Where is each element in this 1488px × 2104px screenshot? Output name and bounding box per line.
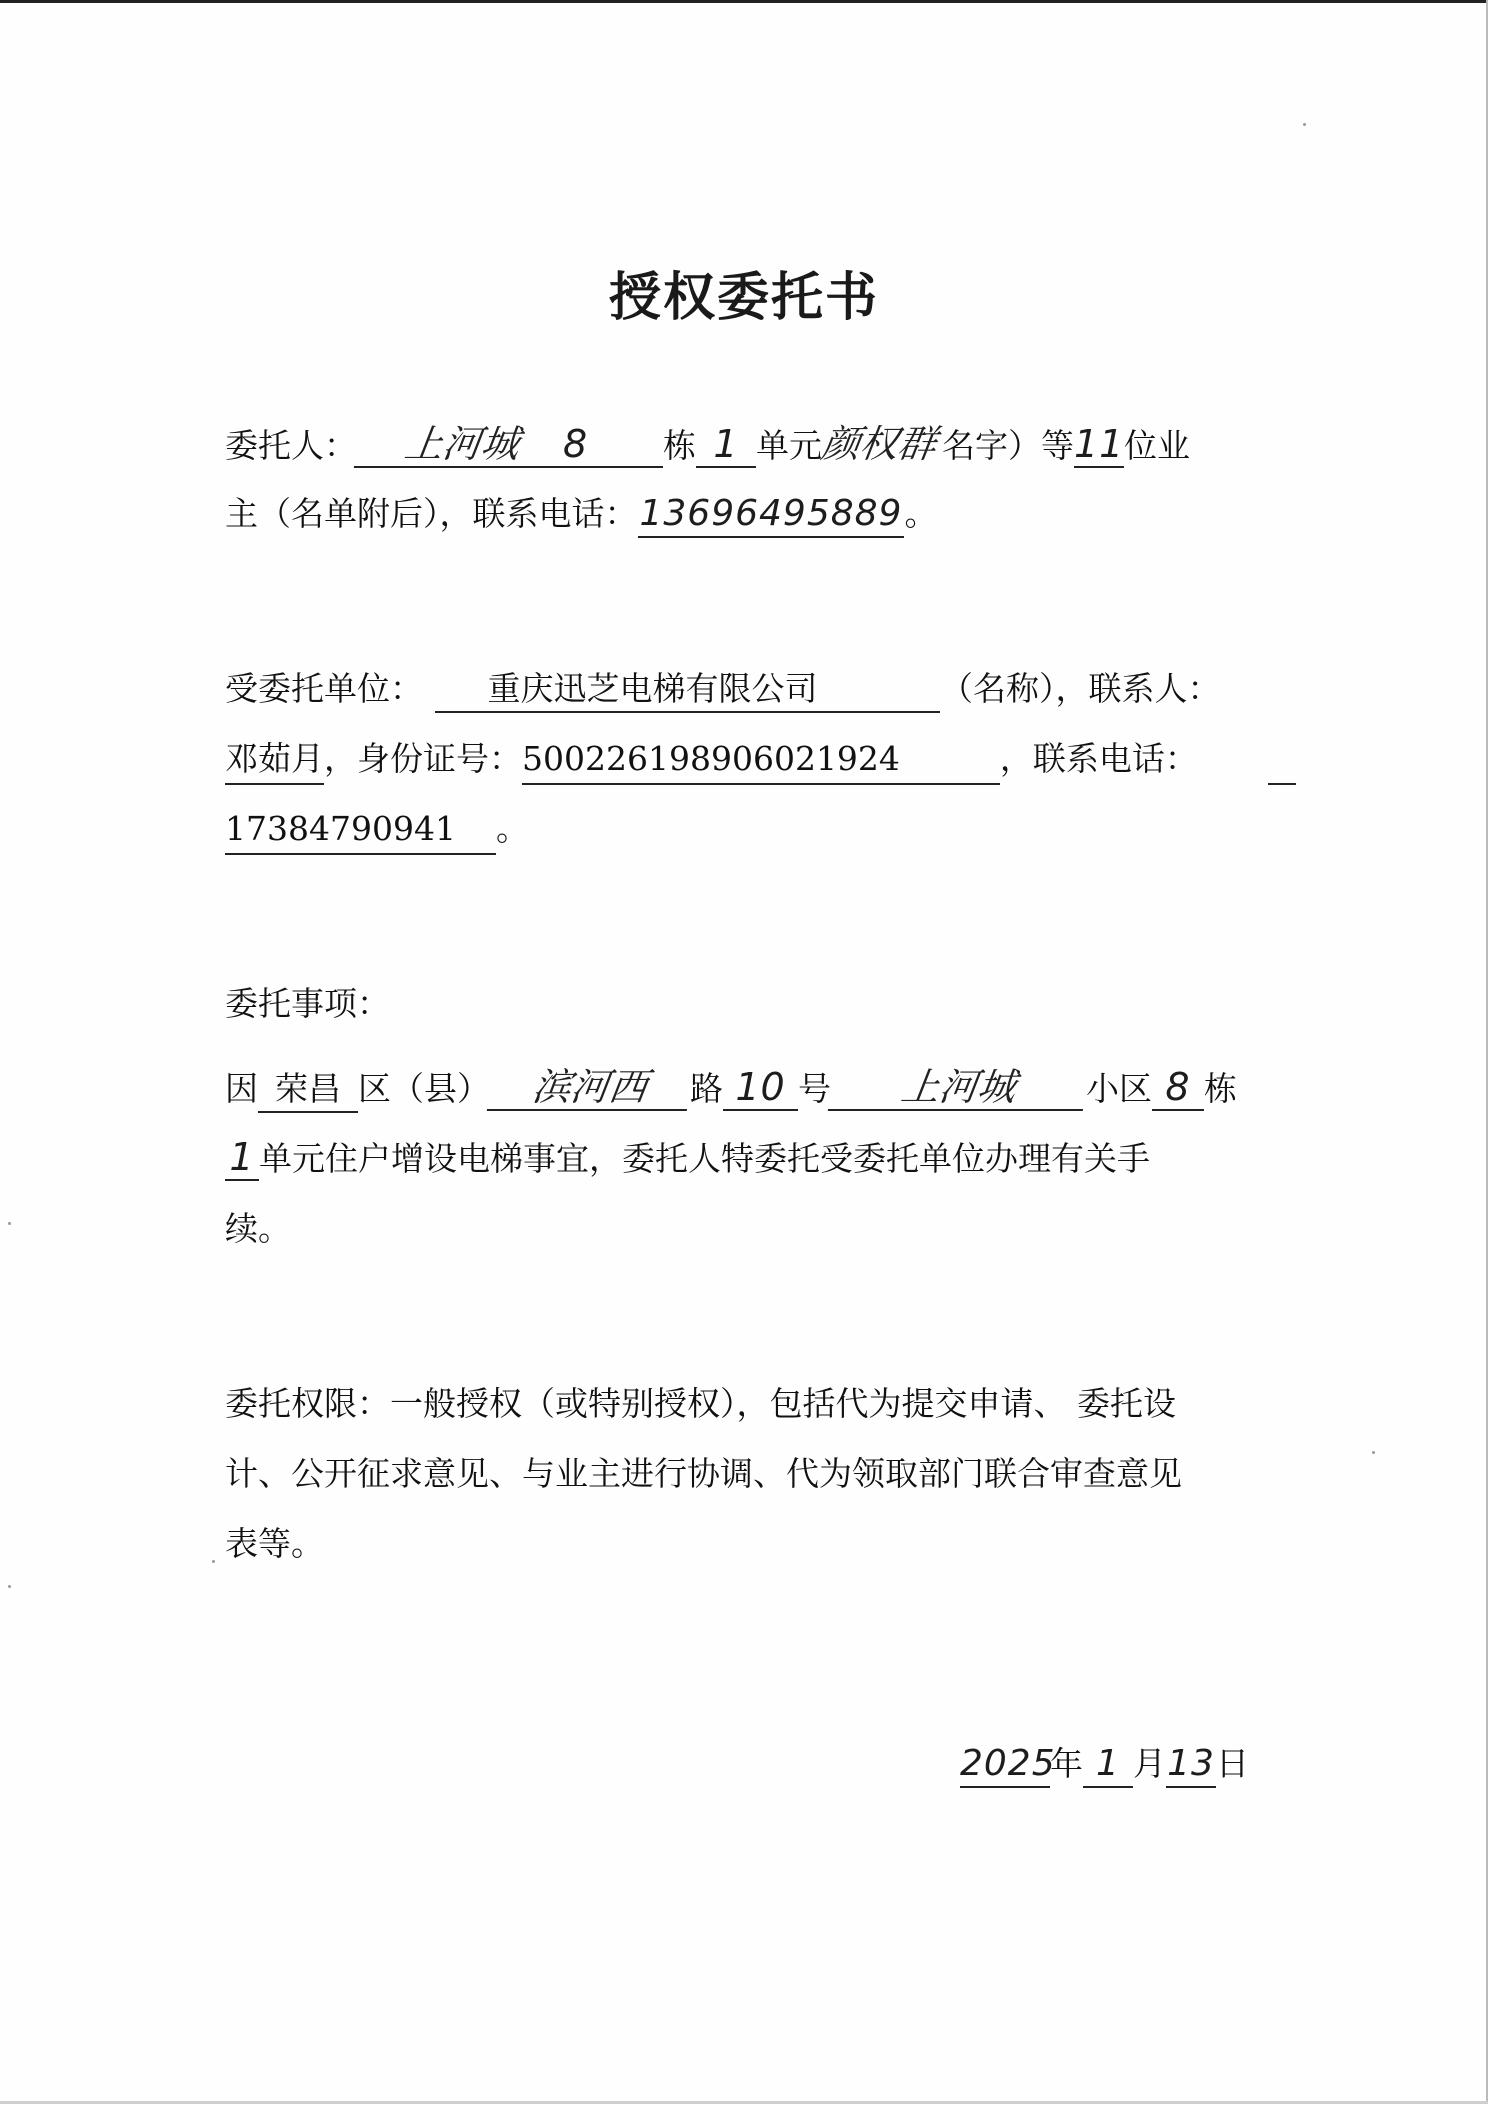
principal-building-field: 8: [563, 422, 663, 468]
agent-label: 受委托单位：: [225, 669, 423, 708]
principal-phone-label: 主（名单附后），联系电话：: [225, 494, 638, 533]
principal-name-field: 颜权群: [818, 422, 940, 466]
agent-line-3: [225, 805, 529, 855]
principal-name-suffix: 名字）等: [942, 426, 1074, 465]
scope-line-1: 委托权限：一般授权（或特别授权），包括代为提交申请、 委托设: [225, 1384, 1176, 1423]
agent-company: 重庆迅芝电梯有限公司: [487, 669, 818, 708]
principal-count-field: 11: [1074, 422, 1125, 466]
matter-line-1: [225, 1065, 1237, 1113]
principal-line2-end: 。: [904, 494, 938, 533]
date-month-suffix: 月: [1133, 1744, 1166, 1783]
matter-line-3: 续。: [225, 1209, 291, 1248]
matter-district-suffix: 区（县）: [358, 1069, 490, 1108]
agent-phone-blank-start: [1268, 735, 1296, 785]
agent-end: 。: [495, 809, 529, 848]
principal-line-2: [225, 490, 937, 538]
date-line: [960, 1740, 1249, 1788]
agent-line-2: [225, 735, 1296, 785]
principal-phone-field: 13696495889: [638, 492, 905, 538]
matter-number-suffix: 号: [798, 1069, 831, 1108]
agent-company-field: [435, 667, 940, 713]
matter-district-field: 荣昌: [258, 1067, 358, 1113]
date-day-field: 13: [1166, 1742, 1216, 1788]
matter-prefix: 因: [225, 1069, 258, 1108]
matter-line-2: [225, 1135, 1150, 1183]
date-year-suffix: 年: [1050, 1744, 1083, 1783]
document-title: 授权委托书: [608, 268, 879, 328]
scan-speck: [1372, 1451, 1375, 1454]
scope-line-2: 计、公开征求意见、与业主进行协调、代为领取部门联合审查意见: [225, 1454, 1182, 1493]
scope-line-3: 表等。: [225, 1524, 324, 1563]
scan-speck: [8, 1585, 11, 1588]
matter-heading: 委托事项：: [225, 984, 390, 1023]
agent-line-1: [225, 665, 1221, 713]
agent-id-field: 500226198906021924: [522, 735, 1000, 785]
matter-line2-text: 单元住户增设电梯事宜，委托人特委托受委托单位办理有关手: [259, 1139, 1150, 1178]
matter-community-field: 上河城: [828, 1065, 1089, 1111]
principal-unit-suffix: 单元: [756, 426, 822, 465]
date-day-suffix: 日: [1216, 1744, 1249, 1783]
agent-company-suffix: （名称），联系人：: [940, 669, 1221, 708]
principal-building-suffix: 栋: [663, 426, 696, 465]
date-month-field: 1: [1083, 1742, 1133, 1788]
scan-speck: [8, 1222, 11, 1225]
principal-unit-field: 1: [696, 422, 756, 468]
matter-community-suffix: 小区: [1086, 1069, 1152, 1108]
matter-unit-field: 1: [225, 1135, 259, 1181]
matter-road-suffix: 路: [690, 1069, 723, 1108]
principal-count-suffix: 位业: [1124, 426, 1190, 465]
scan-speck: [1303, 123, 1306, 126]
matter-number-field: 10: [723, 1065, 798, 1111]
matter-road-field: 滨河西: [487, 1065, 693, 1111]
agent-id-label: ，身份证号：: [324, 739, 522, 778]
agent-contact-field: 邓茹月: [225, 735, 324, 785]
date-year-field: 2025: [960, 1742, 1050, 1788]
matter-building-field: 8: [1152, 1065, 1204, 1111]
agent-phone-label: ，联系电话：: [999, 739, 1198, 778]
principal-community-field: 上河城: [354, 422, 570, 468]
principal-label: 委托人：: [225, 426, 357, 465]
agent-phone-field: 17384790941: [225, 805, 496, 855]
matter-building-suffix: 栋: [1204, 1069, 1237, 1108]
principal-line-1: [225, 420, 1190, 470]
page-top-edge: [0, 0, 1488, 3]
scan-speck: [212, 1560, 215, 1563]
